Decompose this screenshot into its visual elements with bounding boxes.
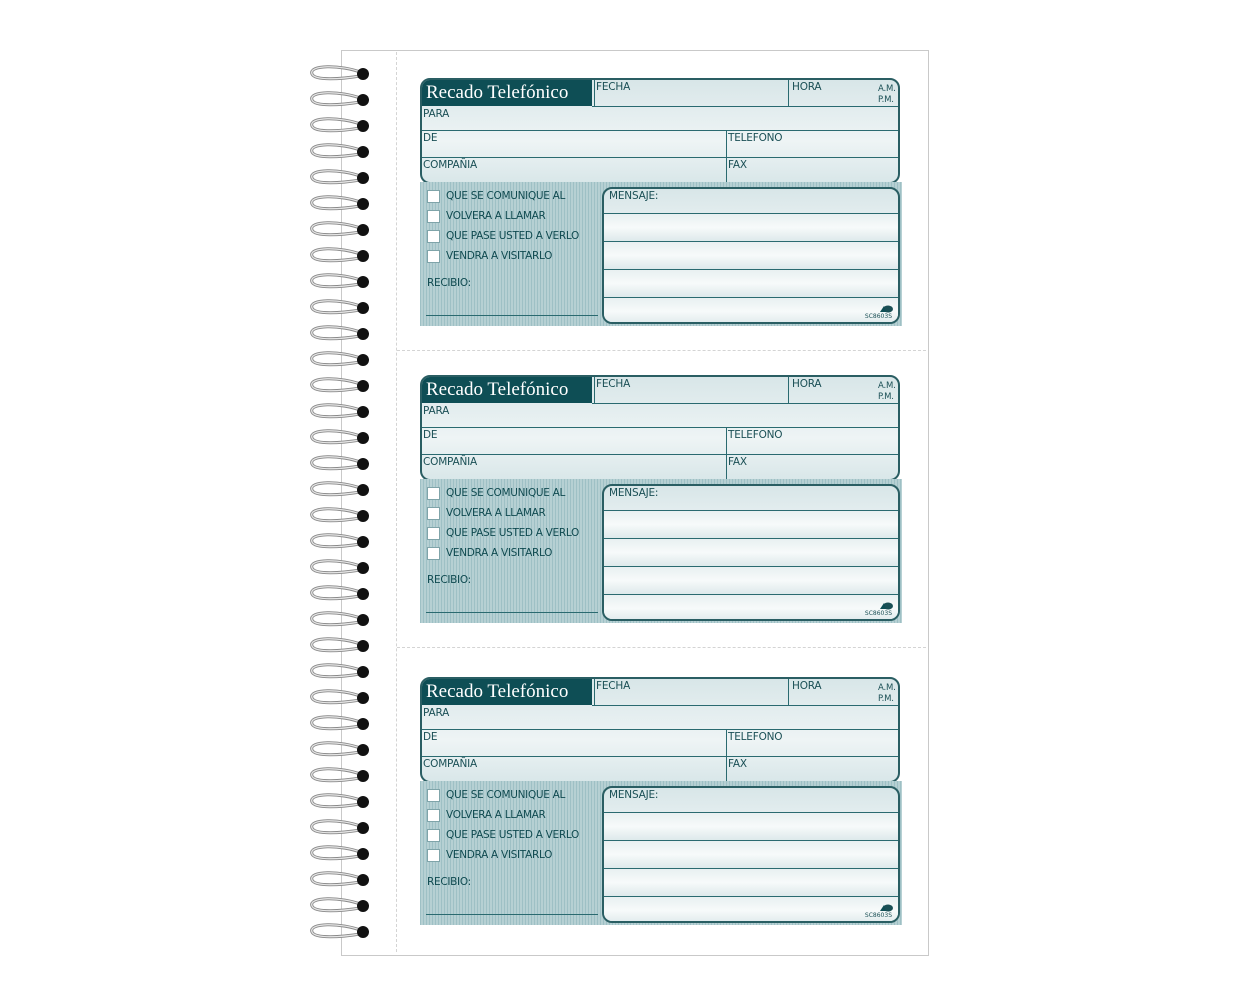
product-code: SC8603S bbox=[864, 912, 892, 919]
checkbox-icon[interactable] bbox=[427, 829, 440, 842]
recibio-label: RECIBIO: bbox=[427, 574, 471, 586]
message-box[interactable] bbox=[602, 484, 900, 621]
spiral-ring-icon bbox=[312, 171, 369, 184]
checkbox-icon[interactable] bbox=[427, 230, 440, 243]
spiral-ring-icon bbox=[312, 457, 369, 470]
spiral-ring-icon bbox=[312, 613, 369, 626]
spiral-ring-icon bbox=[312, 691, 369, 704]
spiral-ring-icon bbox=[312, 639, 369, 652]
am-label: A.M. bbox=[878, 683, 896, 693]
spiral-ring-icon bbox=[312, 93, 369, 106]
spiral-ring-icon bbox=[312, 327, 369, 340]
option-row[interactable] bbox=[427, 847, 552, 863]
spiral-ring-icon bbox=[312, 483, 369, 496]
hora-label: HORA bbox=[792, 680, 822, 692]
spiral-ring-icon bbox=[312, 535, 369, 548]
option-label: QUE SE COMUNIQUE AL bbox=[446, 190, 566, 202]
de-label: DE bbox=[423, 731, 438, 743]
option-label: VOLVERA A LLAMAR bbox=[446, 507, 546, 519]
option-label: VOLVERA A LLAMAR bbox=[446, 809, 546, 821]
mensaje-label: MENSAJE: bbox=[609, 190, 659, 202]
option-row[interactable] bbox=[427, 208, 546, 224]
perforation-horizontal bbox=[397, 647, 926, 648]
spiral-ring-icon bbox=[312, 509, 369, 522]
spiral-ring-icon bbox=[312, 405, 369, 418]
message-form bbox=[420, 677, 902, 925]
spiral-binding bbox=[300, 60, 380, 950]
option-label: VENDRA A VISITARLO bbox=[446, 547, 553, 559]
para-label: PARA bbox=[423, 108, 450, 120]
spiral-ring-icon bbox=[312, 665, 369, 678]
options-panel bbox=[420, 479, 902, 623]
fax-label: FAX bbox=[728, 159, 747, 171]
option-row[interactable] bbox=[427, 545, 552, 561]
spiral-ring-icon bbox=[312, 743, 369, 756]
fax-label: FAX bbox=[728, 758, 747, 770]
spiral-ring-icon bbox=[312, 587, 369, 600]
compania-label: COMPAÑIA bbox=[423, 456, 478, 468]
option-label: QUE PASE USTED A VERLO bbox=[446, 230, 579, 242]
checkbox-icon[interactable] bbox=[427, 789, 440, 802]
fax-label: FAX bbox=[728, 456, 747, 468]
pm-label: P.M. bbox=[878, 95, 894, 105]
option-label: QUE PASE USTED A VERLO bbox=[446, 829, 579, 841]
option-row[interactable] bbox=[427, 228, 579, 244]
checkbox-icon[interactable] bbox=[427, 487, 440, 500]
de-label: DE bbox=[423, 429, 438, 441]
spiral-ring-icon bbox=[312, 561, 369, 574]
option-label: VENDRA A VISITARLO bbox=[446, 849, 553, 861]
option-label: QUE SE COMUNIQUE AL bbox=[446, 487, 566, 499]
recibio-line[interactable] bbox=[426, 315, 598, 316]
para-label: PARA bbox=[423, 405, 450, 417]
spiral-ring-icon bbox=[312, 769, 369, 782]
spiral-ring-icon bbox=[312, 873, 369, 886]
form-title: Recado Telefónico bbox=[422, 377, 592, 403]
compania-label: COMPAÑIA bbox=[423, 159, 478, 171]
telefono-label: TELEFONO bbox=[728, 429, 783, 441]
message-box[interactable] bbox=[602, 786, 900, 923]
message-form bbox=[420, 375, 902, 623]
option-label: QUE SE COMUNIQUE AL bbox=[446, 789, 566, 801]
spiral-ring-icon bbox=[312, 431, 369, 444]
message-slip bbox=[398, 349, 924, 645]
de-label: DE bbox=[423, 132, 438, 144]
recibio-label: RECIBIO: bbox=[427, 277, 471, 289]
fecha-label: FECHA bbox=[596, 378, 631, 390]
recibio-line[interactable] bbox=[426, 914, 598, 915]
pm-label: P.M. bbox=[878, 694, 894, 704]
hora-label: HORA bbox=[792, 378, 822, 390]
product-code: SC8603S bbox=[864, 610, 892, 617]
am-label: A.M. bbox=[878, 381, 896, 391]
recibio-label: RECIBIO: bbox=[427, 876, 471, 888]
mensaje-label: MENSAJE: bbox=[609, 487, 659, 499]
option-row[interactable] bbox=[427, 525, 579, 541]
checkbox-icon[interactable] bbox=[427, 809, 440, 822]
pm-label: P.M. bbox=[878, 392, 894, 402]
checkbox-icon[interactable] bbox=[427, 507, 440, 520]
am-label: A.M. bbox=[878, 84, 896, 94]
checkbox-icon[interactable] bbox=[427, 849, 440, 862]
option-row[interactable] bbox=[427, 188, 565, 204]
perforation-vertical bbox=[396, 52, 397, 952]
option-row[interactable] bbox=[427, 807, 546, 823]
header-block bbox=[420, 375, 900, 481]
telefono-label: TELEFONO bbox=[728, 132, 783, 144]
options-panel bbox=[420, 182, 902, 326]
message-slip bbox=[398, 52, 924, 348]
message-box[interactable] bbox=[602, 187, 900, 324]
header-block bbox=[420, 78, 900, 184]
hora-label: HORA bbox=[792, 81, 822, 93]
spiral-ring-icon bbox=[312, 379, 369, 392]
spiral-ring-icon bbox=[312, 717, 369, 730]
spiral-ring-icon bbox=[312, 223, 369, 236]
checkbox-icon[interactable] bbox=[427, 547, 440, 560]
option-row[interactable] bbox=[427, 485, 565, 501]
option-label: VENDRA A VISITARLO bbox=[446, 250, 553, 262]
spiral-ring-icon bbox=[312, 197, 369, 210]
form-title: Recado Telefónico bbox=[422, 679, 592, 705]
message-slip bbox=[398, 651, 924, 947]
spiral-ring-icon bbox=[312, 821, 369, 834]
spiral-ring-icon bbox=[312, 145, 369, 158]
option-row[interactable] bbox=[427, 787, 565, 803]
recibio-line[interactable] bbox=[426, 612, 598, 613]
options-panel bbox=[420, 781, 902, 925]
option-row[interactable] bbox=[427, 505, 546, 521]
mensaje-label: MENSAJE: bbox=[609, 789, 659, 801]
fecha-label: FECHA bbox=[596, 81, 631, 93]
spiral-ring-icon bbox=[312, 795, 369, 808]
spiral-ring-icon bbox=[312, 119, 369, 132]
spiral-ring-icon bbox=[312, 301, 369, 314]
option-label: QUE PASE USTED A VERLO bbox=[446, 527, 579, 539]
header-block bbox=[420, 677, 900, 783]
spiral-ring-icon bbox=[312, 249, 369, 262]
checkbox-icon[interactable] bbox=[427, 190, 440, 203]
compania-label: COMPAÑIA bbox=[423, 758, 478, 770]
option-label: VOLVERA A LLAMAR bbox=[446, 210, 546, 222]
fecha-label: FECHA bbox=[596, 680, 631, 692]
checkbox-icon[interactable] bbox=[427, 210, 440, 223]
brand-logo-icon bbox=[879, 904, 893, 912]
spiral-ring-icon bbox=[312, 67, 369, 80]
option-row[interactable] bbox=[427, 827, 579, 843]
spiral-ring-icon bbox=[312, 847, 369, 860]
telefono-label: TELEFONO bbox=[728, 731, 783, 743]
form-title: Recado Telefónico bbox=[422, 80, 592, 106]
spiral-ring-icon bbox=[312, 925, 369, 938]
brand-logo-icon bbox=[879, 305, 893, 313]
message-form bbox=[420, 78, 902, 326]
checkbox-icon[interactable] bbox=[427, 250, 440, 263]
checkbox-icon[interactable] bbox=[427, 527, 440, 540]
spiral-ring-icon bbox=[312, 353, 369, 366]
para-label: PARA bbox=[423, 707, 450, 719]
spiral-ring-icon bbox=[312, 275, 369, 288]
product-code: SC8603S bbox=[864, 313, 892, 320]
spiral-ring-icon bbox=[312, 899, 369, 912]
brand-logo-icon bbox=[879, 602, 893, 610]
option-row[interactable] bbox=[427, 248, 552, 264]
